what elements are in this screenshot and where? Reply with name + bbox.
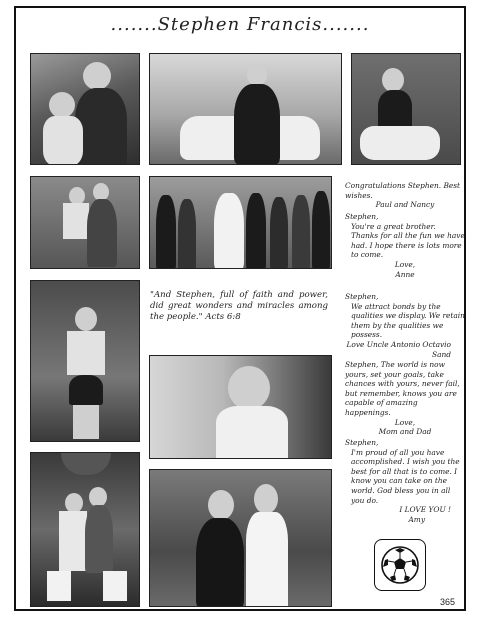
note-body: Stephen, The world is now yours, set your goals, take chances with yours, never fail, but remember, knows you are capable of amazing happenings. (345, 360, 460, 417)
boy-with-grandfather-photo (30, 176, 140, 269)
note-mom-and-dad (345, 360, 465, 437)
note-signature: Amy (408, 514, 425, 524)
prom-couple-photo (149, 469, 332, 607)
note-closing: Love, (394, 417, 416, 427)
soccer-ball-icon (375, 540, 425, 590)
note-signature: Anne (395, 269, 415, 279)
boy-standing-photo (30, 280, 140, 442)
note-greeting: Stephen, (345, 438, 379, 447)
note-paul-and-nancy (345, 181, 465, 210)
wedding-party-photo (149, 176, 332, 269)
note-anne (345, 212, 465, 279)
note-body: I'm proud of all you have accomplished. I wish you the best for all that is to come. I know you can take on the world. God bless you in all you do. (351, 447, 460, 505)
note-signature: Love Uncle Antonio Octavio Sand (346, 339, 451, 359)
toddler-on-toy-car-photo (351, 53, 461, 165)
note-greeting: Stephen, (345, 212, 379, 221)
note-signature: Paul and Nancy (375, 200, 435, 210)
cafe-couple-photo (30, 452, 140, 607)
note-amy (345, 438, 465, 524)
toddler-with-family-photo (30, 53, 140, 165)
note-greeting: Stephen, (345, 292, 379, 301)
young-man-with-car-photo (149, 53, 342, 165)
note-uncle-antonio (345, 292, 465, 359)
soccer-ball-clipart (374, 539, 426, 591)
note-opening: Congratulations Stephen. Best wishes. (345, 181, 461, 200)
page-number: 365 (440, 597, 456, 607)
page-title: .......Stephen Francis....... (110, 14, 370, 35)
note-body: We attract bonds by the qualities we display. We retain them by the qualities we possess. (351, 301, 465, 340)
note-closing: Love, (394, 259, 416, 269)
bible-quote: "And Stephen, full of faith and power, did great wonders and miracles among the people." Acts 6:8 (150, 290, 328, 322)
note-closing: I LOVE YOU ! (399, 505, 451, 515)
note-signature: Mom and Dad (378, 427, 432, 437)
smiling-toddler-photo (149, 355, 332, 459)
note-body: You're a great brother. Thanks for all the fun we have had. I hope there is lots more to come. (351, 221, 465, 260)
